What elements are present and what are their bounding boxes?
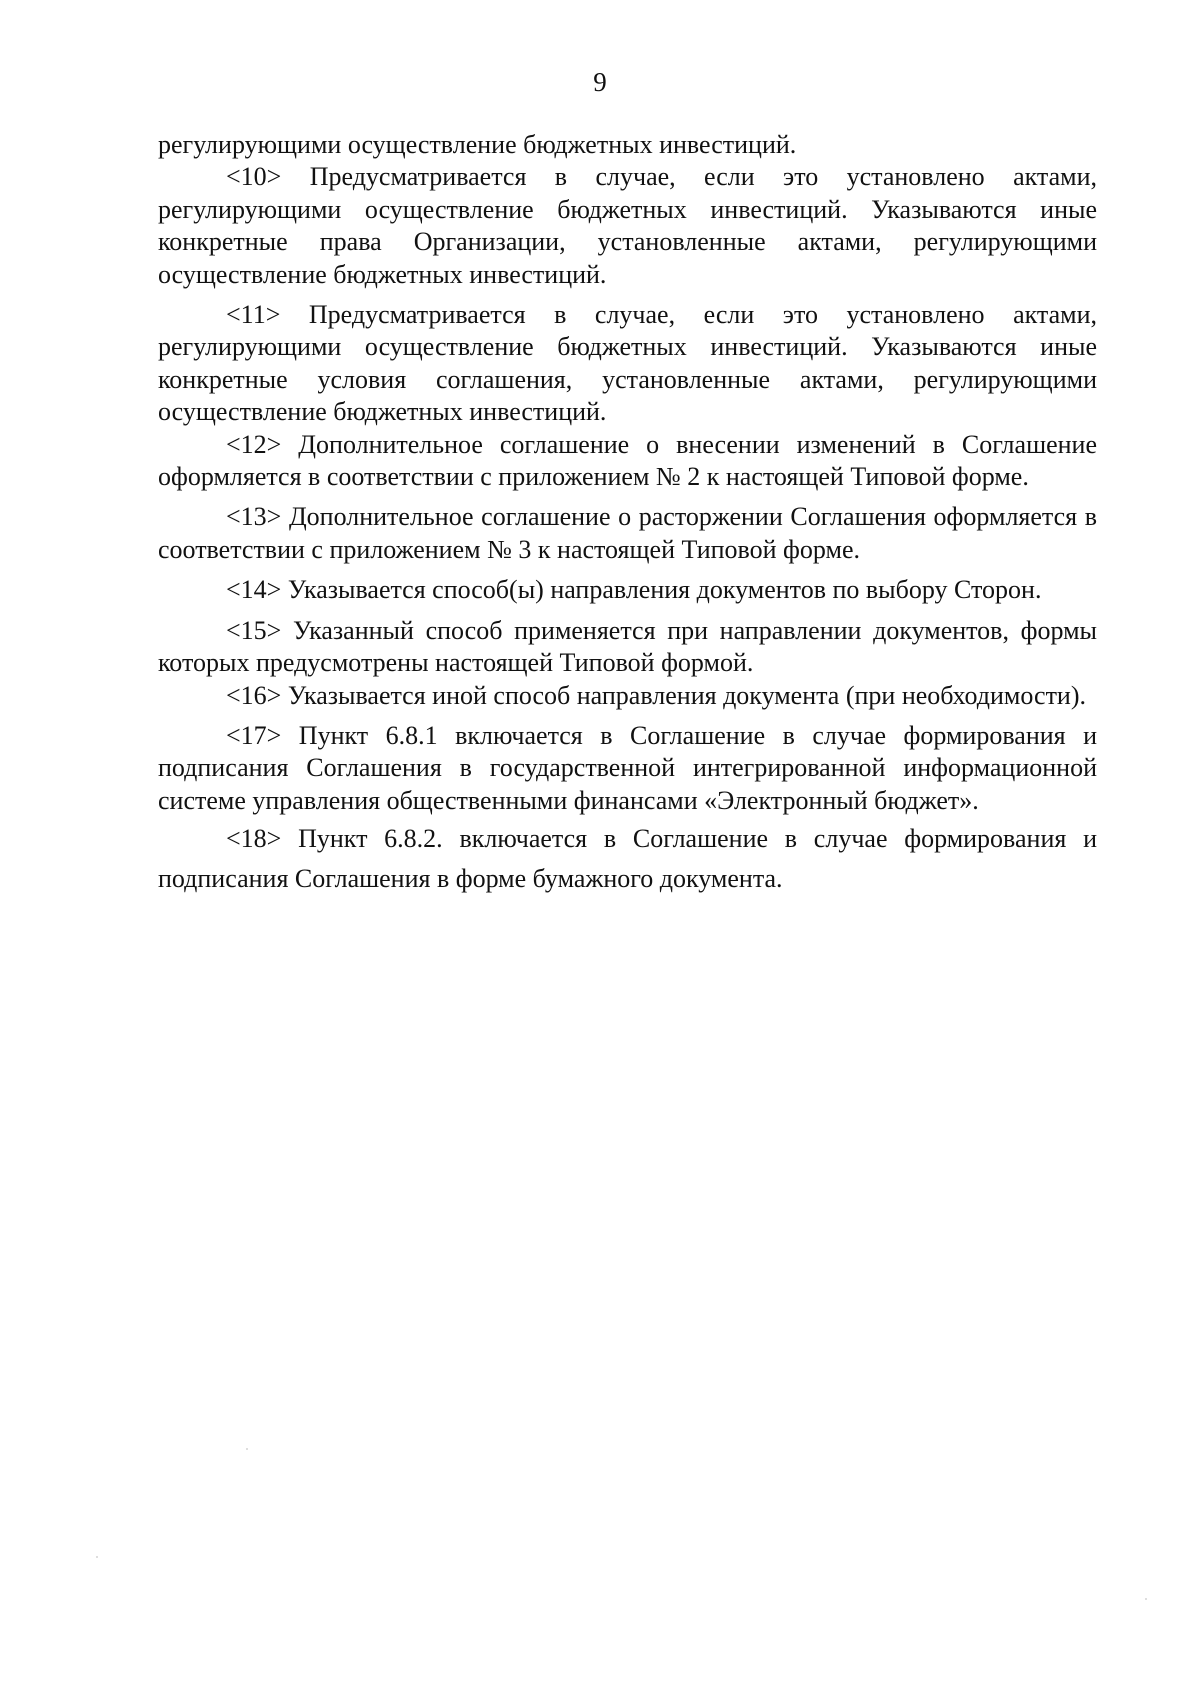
footnote-13: <13> Дополнительное соглашение о расторжении Соглашения оформляется в соответствии с приложением № 3 к настоящей Типовой форме.: [158, 502, 1097, 564]
footnote-17: <17> Пункт 6.8.1 включается в Соглашение в случае формирования и подписания Соглашения в государственной интегрированной информационной системе управления общественными финансами «Электронный бюджет».: [158, 720, 1097, 815]
scan-speck: [246, 1448, 248, 1450]
page-number: 9: [593, 67, 607, 97]
footnote-12: <12> Дополнительное соглашение о внесении изменений в Соглашение оформляется в соответствии с приложением № 2 к настоящей Типовой форме.: [158, 429, 1097, 492]
footnotes-body: [158, 129, 1097, 899]
footnote-10: <10> Предусматривается в случае, если это установлено актами, регулирующими осуществление бюджетных инвестиций. Указываются иные конкретные права Организации, установленные актами, регулирующими осуществление бюджетных инвестиций.: [158, 162, 1097, 289]
footnote-14: <14> Указывается способ(ы) направления документов по выбору Сторон.: [226, 575, 1042, 605]
scan-speck: [96, 1556, 98, 1558]
paragraph-continuation: регулирующими осуществление бюджетных инвестиций.: [158, 130, 797, 159]
footnote-15: <15> Указанный способ применяется при направлении документов, формы которых предусмотрены настоящей Типовой формой.: [158, 615, 1097, 678]
footnote-16: <16> Указывается иной способ направления документа (при необходимости).: [226, 680, 1087, 710]
footnote-11: <11> Предусматривается в случае, если это установлено актами, регулирующими осуществление бюджетных инвестиций. Указываются иные конкретные условия соглашения, установленные актами, регулирующими осуществление бюджетных инвестиций.: [158, 300, 1097, 427]
scan-speck: [1145, 1598, 1147, 1600]
footnote-18: <18> Пункт 6.8.2. включается в Соглашение в случае формирования и подписания Соглашения в форме бумажного документа.: [158, 824, 1097, 894]
